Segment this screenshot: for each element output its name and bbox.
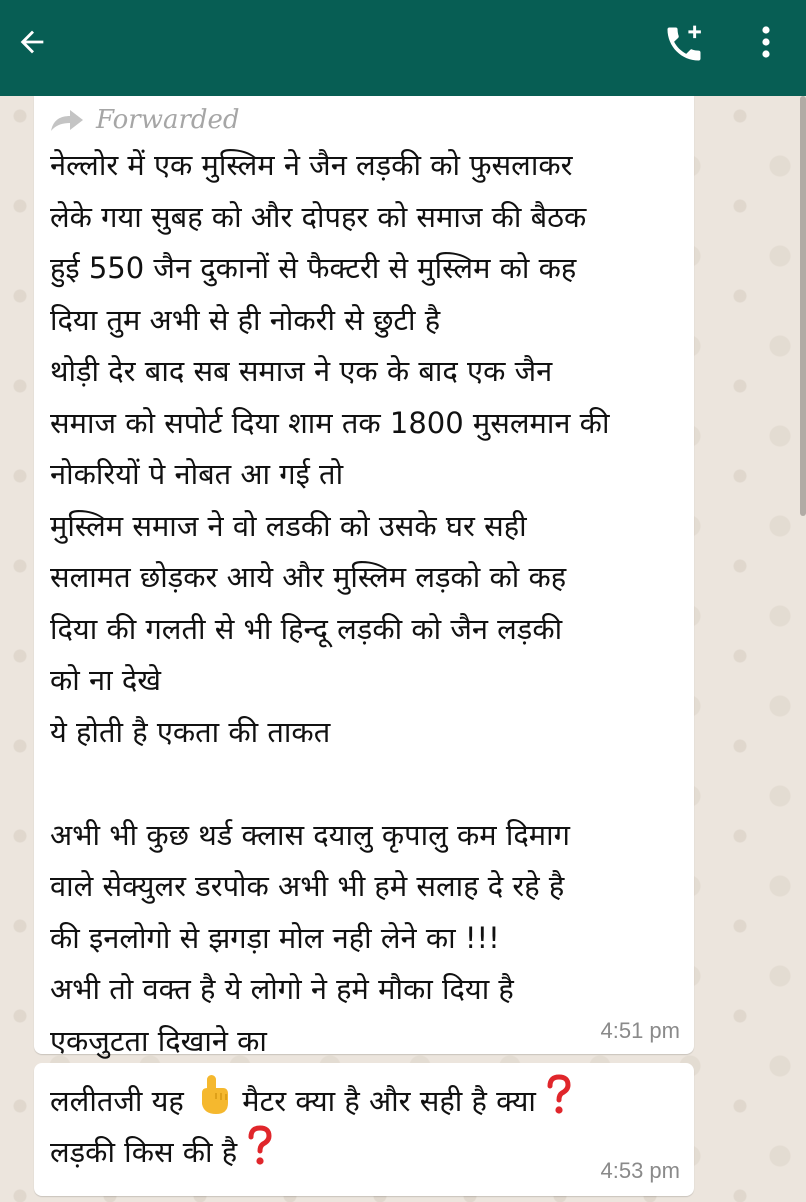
message-text	[50, 140, 680, 1067]
back-button[interactable]	[10, 20, 54, 64]
forward-arrow-icon	[50, 108, 84, 132]
message-line: ये होती है एकता की ताकत	[50, 714, 331, 749]
message-line: समाज को सपोर्ट दिया शाम तक 1800 मुसलमान की	[50, 405, 610, 440]
more-options-button[interactable]	[748, 20, 784, 64]
message-timestamp: 4:53 pm	[600, 1158, 680, 1183]
message-line: को ना देखे	[50, 663, 161, 697]
message-line: दिया तुम अभी से ही नोकरी से छुटी है	[50, 302, 441, 337]
forwarded-indicator	[50, 100, 240, 140]
message-line: अभी भी कुछ थर्ड क्लास दयालु कृपालु कम दिमाग	[50, 817, 570, 852]
message-text	[50, 1073, 680, 1176]
more-vert-icon	[760, 25, 772, 59]
message-timestamp: 4:51 pm	[600, 1018, 680, 1043]
message-line: सलामत छोड़कर आये और मुस्लिम लड़को को कह	[50, 560, 567, 594]
arrow-left-icon	[15, 25, 49, 59]
message-segment: ललीतजी यह	[50, 1084, 184, 1118]
message-line: एकजुटता दिखाने का	[50, 1023, 267, 1058]
forwarded-label: Forwarded	[96, 105, 240, 135]
message-bubble[interactable]	[34, 1063, 694, 1196]
red-question-mark-icon	[545, 1074, 573, 1132]
add-call-button[interactable]	[660, 20, 708, 68]
scrollbar[interactable]	[800, 96, 806, 516]
message-line: की इनलोगो से झगड़ा मोल नही लेने का !!!	[50, 920, 500, 955]
message-bubble[interactable]	[34, 96, 694, 1058]
red-question-mark-icon	[246, 1125, 274, 1183]
message-line: दिया की गलती से भी हिन्दू लड़की को जैन लड़की	[50, 611, 563, 646]
message-line: नेल्लोर में एक मुस्लिम ने जैन लड़की को फुसलाकर	[50, 148, 573, 182]
message-line: हुई 550 जैन दुकानों से फैक्टरी से मुस्लिम को कह	[50, 251, 577, 285]
message-segment: मैटर क्या है और सही है क्या	[242, 1084, 536, 1118]
message-line: लेके गया सुबह को और दोपहर को समाज की बैठक	[50, 199, 587, 234]
chat-header	[0, 0, 806, 96]
message-line	[50, 1073, 680, 1125]
message-line: वाले सेक्युलर डरपोक अभी भी हमे सलाह दे रहे है	[50, 869, 565, 903]
message-line	[50, 1125, 680, 1177]
message-line: अभी तो वक्त है ये लोगो ने हमे मौका दिया है	[50, 972, 514, 1006]
message-segment: लड़की किस की है	[50, 1134, 238, 1169]
message-line: मुस्लिम समाज ने वो लडकी को उसके घर सही	[50, 508, 527, 543]
add-call-icon	[662, 22, 706, 66]
message-line: थोड़ी देर बाद सब समाज ने एक के बाद एक जैन	[50, 354, 553, 388]
message-line: नोकरियों पे नोबत आ गई तो	[50, 457, 344, 491]
message-line	[50, 758, 680, 810]
